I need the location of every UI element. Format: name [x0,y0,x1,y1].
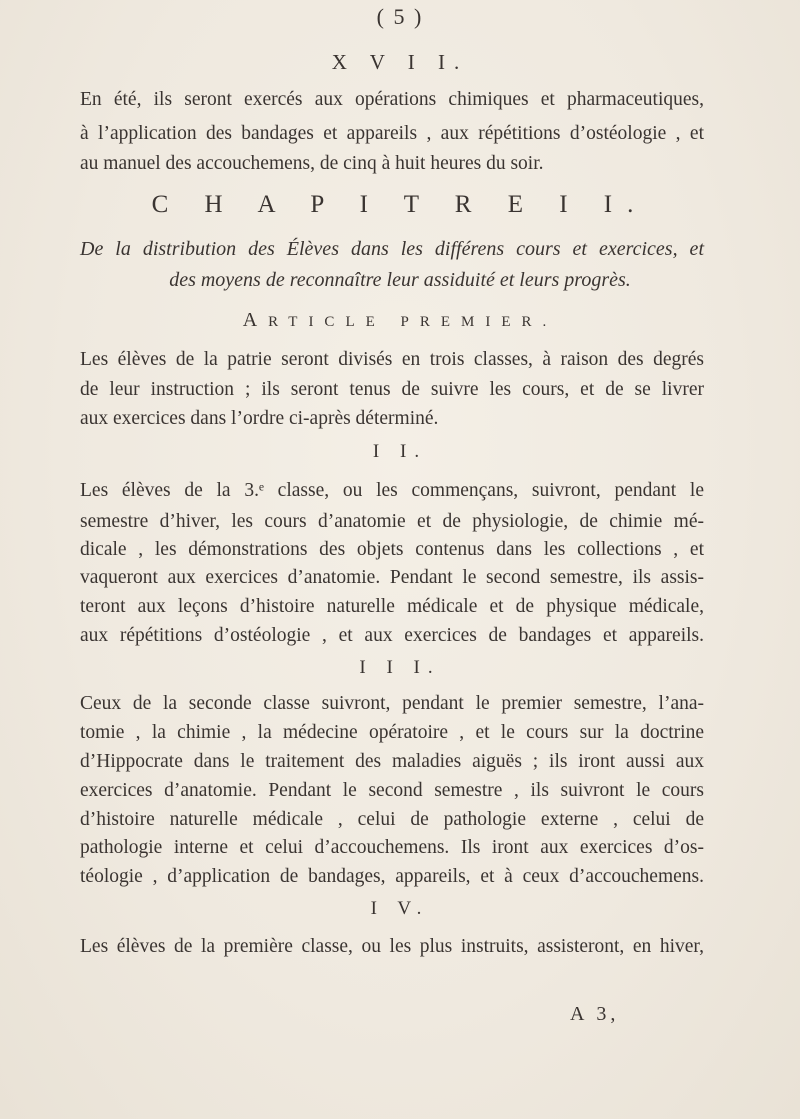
section-numeral-iv: I V. [370,898,430,919]
text-line: à l’application des bandages et appareils , aux répétitions d’ostéologie , et [80,123,704,144]
text-line: semestre d’hiver, les cours d’anatomie et de physiologie, de chimie mé- [80,511,704,532]
text-line: d’Hippocrate dans le traitement des maladies aiguës ; ils iront aussi aux [80,751,704,772]
catchword: A 3, [570,1003,620,1025]
subtitle-line: De la distribution des Élèves dans les différens cours et exercices, et [80,238,704,260]
article-rest: RTICLE PREMIER. [268,314,558,330]
text-line: Ceux de la seconde classe suivront, pendant le premier semestre, l’ana- [80,693,704,714]
text-line: Les élèves de la première classe, ou les plus instruits, assisteront, en hiver, [80,936,704,957]
text-line: Les élèves de la patrie seront divisés en trois classes, à raison des degrés [80,349,704,370]
text-line: d’histoire naturelle médicale , celui de pathologie externe , celui de [80,809,704,830]
text-line: En été, ils seront exercés aux opérations chimiques et pharmaceutiques, [80,89,704,110]
text-line: aux répétitions d’ostéologie , et aux exercices de bandages et appareils. [80,625,704,646]
text-line: exercices d’anatomie. Pendant le second semestre , ils suivront le cours [80,780,704,801]
chapter-title: C H A P I T R E I I. [151,191,649,218]
text-line: aux exercices dans l’ordre ci-après déterminé. [80,408,439,429]
text-line: pathologie interne et celui d’accouchemens. Ils iront aux exercices d’os- [80,837,704,858]
text-line: au manuel des accouchemens, de cinq à huit heures du soir. [80,153,544,174]
article-heading [0,309,800,332]
text-line: tomie , la chimie , la médecine opératoire , et le cours sur la doctrine [80,722,704,743]
text-line: vaqueront aux exercices d’anatomie. Pendant le second semestre, ils assis- [80,567,704,588]
page-number: ( 5 ) [376,4,424,29]
section-heading-xvii: X V I I. [331,50,469,74]
subtitle-line: des moyens de reconnaître leur assiduité et leurs progrès. [169,269,631,291]
section-numeral-iii: I I I. [359,657,441,678]
text-line: téologie , d’application de bandages, appareils, et à ceux d’accouchemens. [80,866,704,887]
text-line: dicale , les démonstrations des objets contenus dans les collections , et [80,539,704,560]
article-initial: A [242,309,269,331]
text-line: Les élèves de la 3.ᵉ classe, ou les commençans, suivront, pendant le [80,480,704,501]
section-numeral-ii: I I. [372,441,428,462]
text-line: teront aux leçons d’histoire naturelle médicale et de physique médicale, [80,596,704,617]
text-line: de leur instruction ; ils seront tenus de suivre les cours, et de se livrer [80,379,704,400]
